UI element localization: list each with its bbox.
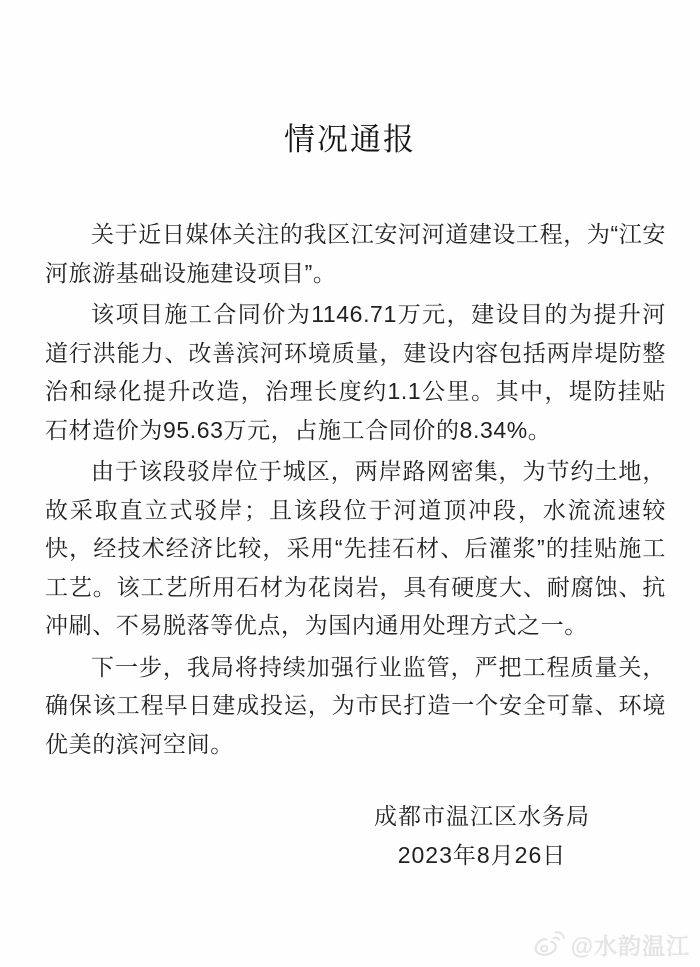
watermark (532, 928, 690, 961)
weibo-icon (532, 930, 566, 960)
notice-paragraph-1: 关于近日媒体关注的我区江安河河道建设工程，为“江安河旅游基础设施建设项目”。 (45, 221, 666, 286)
issue-date: 2023年8月26日 (397, 841, 567, 868)
notice-paragraph-4: 下一步，我局将持续加强行业监管，严把工程质量关，确保该工程早日建成投运，为市民打造一个安全可靠、环境优美的滨河空间。 (45, 653, 666, 757)
notice-body (45, 215, 666, 763)
signature-block (0, 797, 700, 874)
signature-inner (374, 797, 590, 874)
issuer-name: 成都市温江区水务局 (374, 803, 590, 829)
notice-title: 情况通报 (284, 122, 416, 157)
notice-paragraph-2: 该项目施工合同价为1146.71万元，建设目的为提升河道行洪能力、改善滨河环境质量，建设内容包括两岸堤防整治和绿化提升改造，治理长度约1.1公里。其中，堤防挂贴石材造价为95.63万元，占施工合同价的8.34%。 (45, 301, 666, 443)
watermark-text: @水韵温江 (570, 933, 690, 959)
notice-paragraph-3: 由于该段驳岸位于城区，两岸路网密集，为节约土地，故采取直立式驳岸；且该段位于河道顶冲段，水流流速较快，经技术经济比较，采用“先挂石材、后灌浆”的挂贴施工工艺。该工艺所用石材为花岗岩，具有硬度大、耐腐蚀、抗冲刷、不易脱落等优点，为国内通用处理方式之一。 (45, 458, 666, 638)
